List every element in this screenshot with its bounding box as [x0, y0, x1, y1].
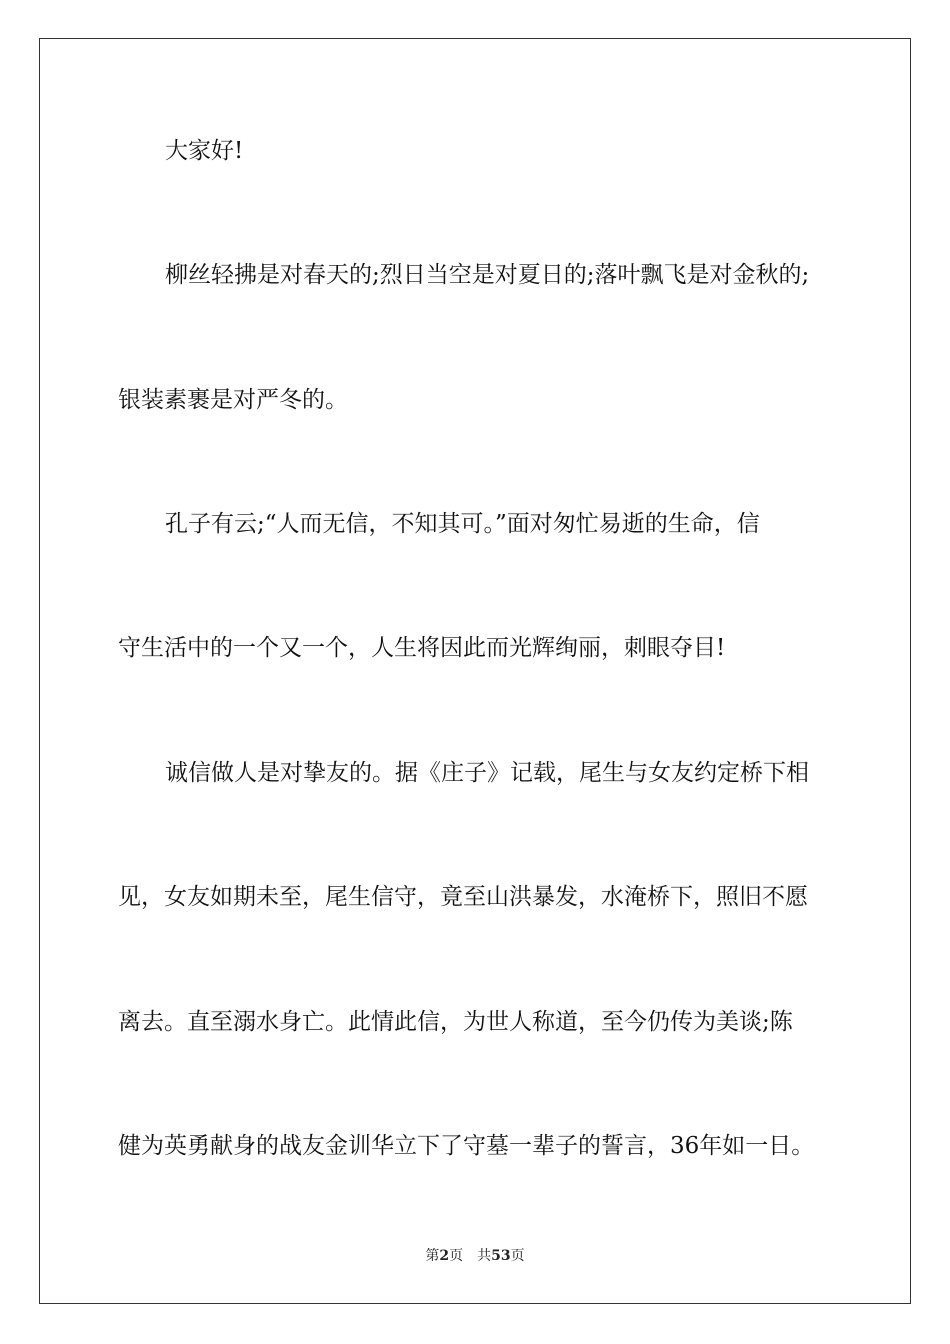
page-footer [0, 1247, 950, 1265]
footer-page-suffix: 页 [449, 1248, 464, 1264]
paragraph-line: 离去。直至溺水身亡。此情此信，为世人称道，至今仍传为美谈;陈 [118, 1009, 793, 1035]
paragraph-line: 柳丝轻拂是对春天的;烈日当空是对夏日的;落叶飘飞是对金秋的; [165, 262, 810, 288]
greeting-line: 大家好! [165, 138, 244, 164]
paragraph-line: 守生活中的一个又一个，人生将因此而光辉绚丽，刺眼夺目! [118, 635, 726, 661]
footer-page-prefix: 第 [425, 1248, 440, 1264]
paragraph-line: 健为英勇献身的战友金训华立下了守墓一辈子的誓言，36年如一日。 [118, 1133, 815, 1159]
paragraph-line: 见，女友如期未至，尾生信守，竟至山洪暴发，水淹桥下，照旧不愿 [118, 884, 808, 910]
footer-page-current: 2 [439, 1248, 450, 1264]
paragraph-line: 银装素裹是对严冬的。 [118, 387, 348, 413]
page-border [39, 38, 911, 1304]
footer-total-prefix: 共 [477, 1248, 492, 1264]
footer-page-total: 53 [491, 1248, 511, 1264]
paragraph-line: 孔子有云;“人而无信，不知其可。”面对匆忙易逝的生命，信 [165, 511, 760, 537]
paragraph-line: 诚信做人是对挚友的。据《庄子》记载，尾生与女友约定桥下相 [165, 760, 809, 786]
footer-total-suffix: 页 [510, 1248, 525, 1264]
